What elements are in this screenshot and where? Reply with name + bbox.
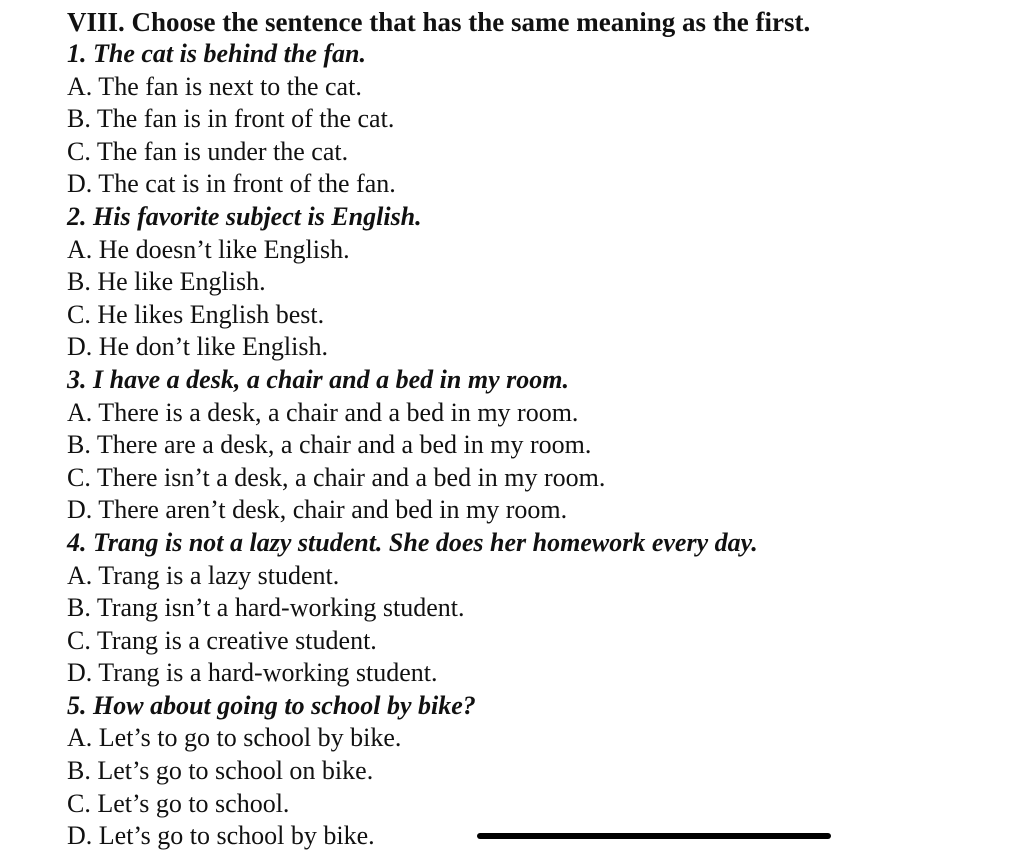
question-1-option-a: A. The fan is next to the cat.: [67, 71, 362, 101]
exercise-title: VIII. Choose the sentence that has the same meaning as the first.: [67, 7, 811, 37]
question-5-prompt: 5. How about going to school by bike?: [67, 690, 476, 720]
question-2-option-c: C. He likes English best.: [67, 299, 325, 329]
question-4-option-c: C. Trang is a creative student.: [67, 625, 377, 655]
question-4-option-d: D. Trang is a hard-working student.: [67, 658, 438, 688]
question-5-option-b: B. Let’s go to school on bike.: [67, 756, 374, 786]
question-2-option-a: A. He doesn’t like English.: [67, 234, 350, 264]
question-2-prompt: 2. His favorite subject is English.: [67, 201, 422, 231]
question-5-option-d: D. Let’s go to school by bike.: [67, 821, 375, 850]
question-5-option-c: C. Let’s go to school.: [67, 788, 290, 818]
question-3-option-b: B. There are a desk, a chair and a bed in my room.: [67, 430, 592, 460]
question-2-option-d: D. He don’t like English.: [67, 332, 328, 362]
question-4-prompt: 4. Trang is not a lazy student. She does her homework every day.: [67, 527, 758, 557]
question-4-option-a: A. Trang is a lazy student.: [67, 560, 340, 590]
question-3-option-c: C. There isn’t a desk, a chair and a bed in my room.: [67, 462, 606, 492]
question-list: [67, 38, 758, 850]
question-1-prompt: 1. The cat is behind the fan.: [67, 39, 367, 68]
question-1-option-c: C. The fan is under the cat.: [67, 136, 349, 166]
question-3-option-d: D. There aren’t desk, chair and bed in my room.: [67, 495, 568, 525]
underline-rule: [477, 833, 831, 839]
question-1-option-b: B. The fan is in front of the cat.: [67, 104, 395, 134]
question-2-option-b: B. He like English.: [67, 267, 266, 297]
question-4-option-b: B. Trang isn’t a hard-working student.: [67, 593, 465, 623]
question-1-option-d: D. The cat is in front of the fan.: [67, 169, 396, 199]
question-3-option-a: A. There is a desk, a chair and a bed in my room.: [67, 397, 579, 427]
question-3-prompt: 3. I have a desk, a chair and a bed in my room.: [67, 364, 569, 394]
question-5-option-a: A. Let’s to go to school by bike.: [67, 723, 402, 753]
